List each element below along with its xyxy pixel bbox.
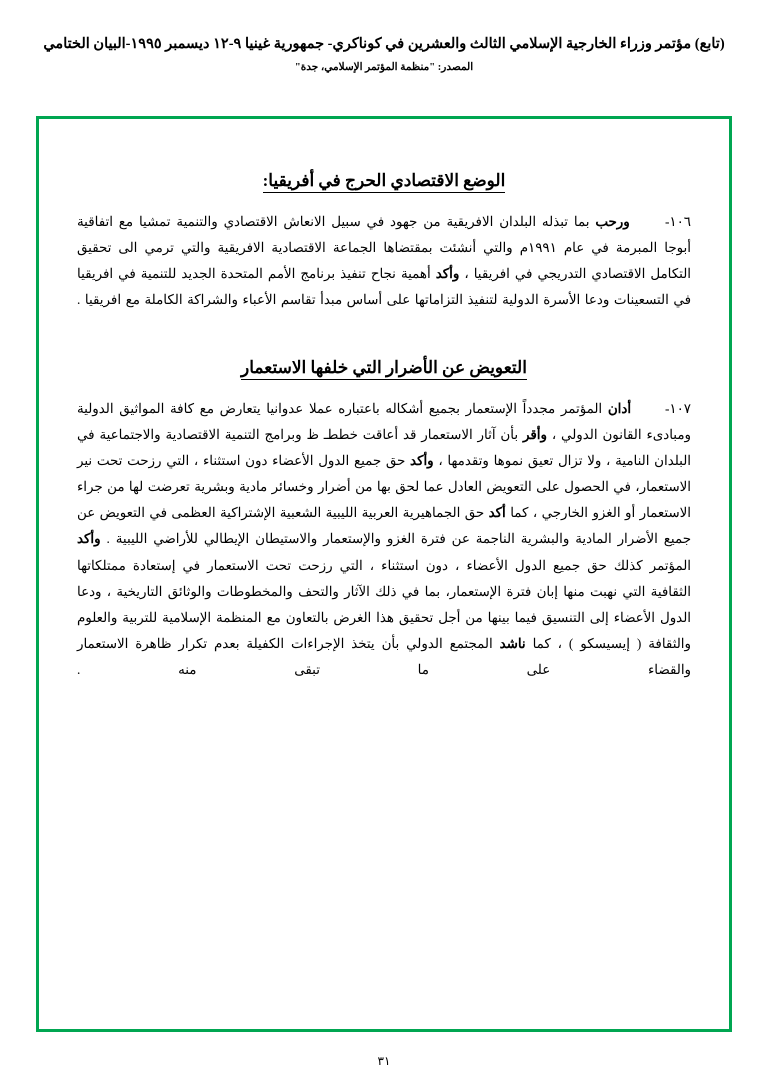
- paragraph-107-emphasis-3: أكد: [488, 505, 506, 521]
- page-number: ٣١: [377, 1054, 391, 1068]
- paragraph-106: [77, 209, 691, 340]
- paragraph-107-emphasis-2: وأكد: [410, 452, 434, 468]
- paragraph-107: [77, 396, 691, 710]
- section-title-2-text: التعويض عن الأضرار التي خلفها الاستعمار: [241, 358, 527, 380]
- paragraph-107-text-5: المجتمع الدولي بأن يتخذ الإجراءات الكفيلة بعدم تكرار ظاهرة الاستعمار والقضاء على ما تبقى منه .: [77, 635, 691, 678]
- page-header: [0, 0, 768, 73]
- section-title-1-text: الوضع الاقتصادي الحرج في أفريقيا:: [263, 171, 506, 193]
- paragraph-107-number: ١٠٧-: [664, 400, 691, 416]
- content-frame: [36, 116, 732, 1032]
- header-title: (تابع) مؤتمر وزراء الخارجية الإسلامي الثالث والعشرين في كوناكري- جمهورية غينيا ٩-١٢ ديسمبر ١٩٩٥-البيان الختامي: [43, 36, 725, 52]
- paragraph-106-lead-word: ورحب: [595, 214, 630, 229]
- header-source: المصدر: "منظمة المؤتمر الإسلامي، جدة": [294, 62, 474, 74]
- paragraph-106-text: بما تبذله البلدان الافريقية من جهود في سبيل الانعاش الاقتصادي والتنمية تمشيا مع اتفاقية أبوجا المبرمة في عام ١٩٩١م والتي أنشئت بمقتضاها الجماعة الاقتصادية الافريقية والتي ترمي الى تحقيق التكامل الاقتصادي التدريجي في افريقيا ،: [77, 214, 692, 282]
- paragraph-107-text-2: حق جميع الدول الأعضاء دون استثناء ، التي رزحت تحت نير الاستعمار، في الحصول على التعويض العادل عما لحق بها من أضرار وخسائر مادية وبشرية تعرضت لها من جراء الاستعمار أو الغزو الخارجي ، كما: [77, 452, 691, 521]
- paragraph-107-emphasis-1: وأقر: [522, 426, 547, 442]
- paragraph-107-emphasis-4: وأكد: [77, 531, 101, 547]
- paragraph-107-lead-word: أدان: [607, 400, 632, 416]
- paragraph-107-text-3: حق الجماهيرية العربية الليبية الشعبية الإشتراكية العظمى في التعويض عن جميع الأضرار المادية والبشرية الناجمة عن فترة الغزو والإستعمار والاستيطان الإيطالي للأراضي الليبية .: [77, 505, 691, 547]
- paragraph-106-emphasis: وأكد: [435, 266, 460, 282]
- section-title-colonial-compensation: [77, 358, 691, 378]
- section-title-economic-situation: [77, 171, 691, 191]
- page-footer: [0, 1054, 768, 1069]
- paragraph-107-text: المؤتمر مجدداً الإستعمار بجميع أشكاله باعتباره عملا عدوانيا يتعارض مع كافة المواثيق الدولية ومبادىء القانون الدولي ،: [77, 400, 691, 442]
- paragraph-107-text-4: المؤتمر كذلك حق جميع الدول الأعضاء ، دون استثناء ، التي رزحت تحت الاستعمار في إستعادة ممتلكاتها الثقافية التي نهبت منها إبان فترة الإستعمار، بما في ذلك الآثار والتحف والمخطوطات والوثائق التاريخية ، ودعا الدول الأعضاء إلى التنسيق فيما بينها من أجل تحقيق هذا الغرض بالتعاون مع المنظمة الإسلامية للتربية والعلوم والثقافة ( إيسيسكو ) ، كما: [77, 557, 691, 651]
- paragraph-107-emphasis-5: ناشد: [499, 635, 526, 651]
- paragraph-107-text-1: بأن آثار الاستعمار قد أعاقت خططـ ظ وبرامج التنمية الاقتصادية والاجتماعية في البلدان النامية ، ولا تزال تعيق نموها وتقدمها ،: [77, 426, 692, 468]
- paragraph-106-text-2: أهمية نجاح تنفيذ برنامج الأمم المتحدة الجديد للتنمية في افريقيا في التسعينات ودعا الأسرة الدولية لتنفيذ التزاماتها على أساس مبدأ تقاسم الأعباء والشراكة الكاملة مع افريقيا .: [77, 266, 691, 308]
- content-body: [39, 119, 729, 743]
- paragraph-106-number: ١٠٦-: [664, 214, 691, 229]
